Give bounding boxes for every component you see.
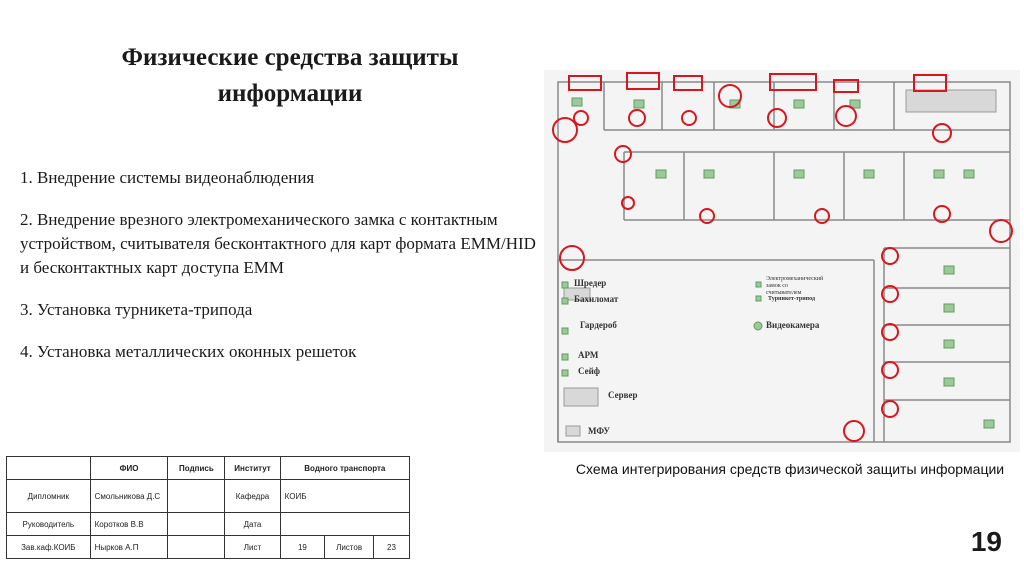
table-cell: КОИБ — [280, 480, 409, 513]
measure-item: 2. Внедрение врезного электромеханического замка с контактным устройством, считывателя бесконтактного для карт формата EMM/HID и бесконтактных карт доступа EMM — [20, 210, 536, 277]
floor-plan-svg — [544, 70, 1020, 452]
title-block-table — [6, 456, 410, 559]
grille-marker — [569, 76, 601, 90]
walls — [558, 82, 1010, 442]
camera-marker — [560, 246, 584, 270]
grille-marker — [914, 75, 946, 91]
grille-marker — [674, 76, 702, 90]
legend-arm: АРМ — [578, 350, 599, 360]
table-cell — [168, 513, 225, 536]
legend-lock: Электромеханический замок со считывателем — [766, 276, 824, 296]
legend-wardrobe: Гардероб — [580, 320, 617, 330]
furniture — [564, 90, 996, 436]
measure-item: 4. Установка металлических оконных решеток — [20, 342, 357, 361]
table-cell: Зав.каф.КОИБ — [7, 536, 91, 559]
table-cell — [7, 457, 91, 480]
legend-bahilomat: Бахиломат — [574, 294, 619, 304]
lock-marker — [933, 124, 951, 142]
legend-safe: Сейф — [578, 366, 601, 376]
measure-item: 3. Установка турникета-трипода — [20, 300, 253, 319]
lock-marker — [700, 209, 714, 223]
table-cell: Смольникова Д.С — [90, 480, 168, 513]
table-cell: Нырков А.П — [90, 536, 168, 559]
legend-turnstile: Турникет-трипод — [768, 296, 816, 302]
table-cell: ФИО — [90, 457, 168, 480]
grille-marker — [627, 73, 659, 89]
lock-marker — [615, 146, 631, 162]
table-row — [7, 480, 410, 513]
table-cell: Институт — [225, 457, 280, 480]
lock-marker — [682, 111, 696, 125]
table-cell — [280, 513, 409, 536]
table-cell: Подпись — [168, 457, 225, 480]
lock-marker — [629, 110, 645, 126]
table-cell — [168, 480, 225, 513]
table-cell: 19 — [280, 536, 325, 559]
device-markers — [553, 85, 1012, 441]
table-cell: Лист — [225, 536, 280, 559]
legend-shredder: Шредер — [574, 278, 607, 288]
table-row — [7, 536, 410, 559]
table-cell: 23 — [373, 536, 409, 559]
table-cell: Руководитель — [7, 513, 91, 536]
camera-marker — [844, 421, 864, 441]
floor-plan — [544, 70, 1020, 452]
table-row — [7, 513, 410, 536]
table-cell: Дата — [225, 513, 280, 536]
camera-marker — [553, 118, 577, 142]
table-cell: Дипломник — [7, 480, 91, 513]
table-cell: Листов — [325, 536, 374, 559]
lock-marker — [815, 209, 829, 223]
table-row — [7, 457, 410, 480]
lock-marker — [768, 109, 786, 127]
table-cell: Коротков В.В — [90, 513, 168, 536]
camera-marker — [990, 220, 1012, 242]
legend-camera: Видеокамера — [766, 320, 820, 330]
table-cell — [168, 536, 225, 559]
legend-mfu: МФУ — [588, 426, 611, 436]
measure-item: 1. Внедрение системы видеонаблюдения — [20, 168, 315, 187]
plan-caption: Схема интегрирования средств физической защиты информации — [575, 461, 1005, 477]
plan-legend — [574, 278, 820, 436]
table-cell: Кафедра — [225, 480, 280, 513]
legend-lock-group — [766, 275, 825, 296]
title-line-2: информации — [217, 80, 363, 107]
title-line-1: Физические средства защиты — [121, 44, 459, 71]
table-cell: Водного транспорта — [280, 457, 409, 480]
legend-server: Сервер — [608, 390, 638, 400]
measures-list — [20, 166, 540, 382]
page-number: 19 — [970, 526, 1002, 557]
slide-title — [60, 40, 520, 112]
lock-marker — [574, 111, 588, 125]
lock-marker — [836, 106, 856, 126]
